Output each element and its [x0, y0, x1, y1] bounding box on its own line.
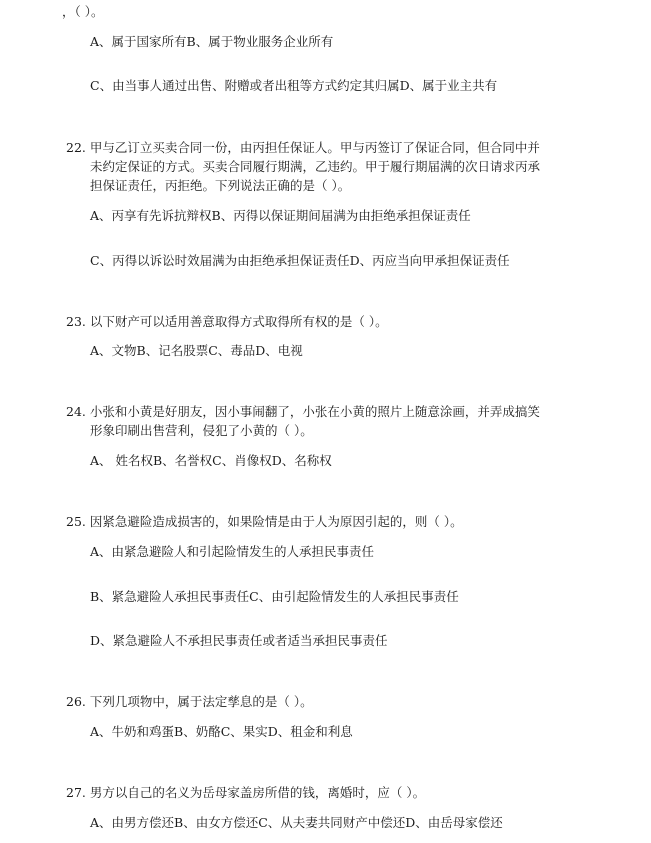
- q25-options-b-c: B、紧急避险人承担民事责任C、由引起险情发生的人承担民事责任: [90, 589, 459, 604]
- q24-options: A、 姓名权B、名誉权C、肖像权D、名称权: [90, 453, 332, 468]
- q21-options-line-1: A、属于国家所有B、属于物业服务企业所有: [90, 34, 334, 49]
- q25-option-d: D、紧急避险人不承担民事责任或者适当承担民事责任: [90, 633, 388, 648]
- q22-stem-line-2: 未约定保证的方式。买卖合同履行期满，乙违约。甲于履行期届满的次日请求丙承: [90, 159, 541, 174]
- question-fragment: ，（ ）。: [62, 4, 104, 19]
- q24-stem-line-2: 形象印刷出售营利，侵犯了小黄的（ ）。: [90, 423, 313, 438]
- q27-stem: 27. 男方以自己的名义为岳母家盖房所借的钱，离婚时，应（ ）。: [66, 785, 426, 800]
- q21-options-line-2: C、由当事人通过出售、附赠或者出租等方式约定其归属D、属于业主共有: [90, 78, 498, 93]
- q24-stem-line-1: 24. 小张和小黄是好朋友，因小事闹翻了，小张在小黄的照片上随意涂画，并弄成搞笑: [66, 404, 540, 419]
- q26-options: A、牛奶和鸡蛋B、奶酪C、果实D、租金和利息: [90, 724, 353, 739]
- q22-stem-line-3: 担保证责任，丙拒绝。下列说法正确的是（ ）。: [90, 178, 351, 193]
- q26-stem: 26. 下列几项物中，属于法定孳息的是（ ）。: [66, 694, 313, 709]
- q25-option-a: A、由紧急避险人和引起险情发生的人承担民事责任: [90, 544, 375, 559]
- q23-options: A、文物B、记名股票C、毒品D、电视: [90, 343, 303, 358]
- q22-options-line-2: C、丙得以诉讼时效届满为由拒绝承担保证责任D、丙应当向甲承担保证责任: [90, 253, 510, 268]
- q25-stem: 25. 因紧急避险造成损害的，如果险情是由于人为原因引起的，则（ ）。: [66, 514, 463, 529]
- q23-stem: 23. 以下财产可以适用善意取得方式取得所有权的是（ ）。: [66, 314, 388, 329]
- q22-stem-line-1: 22. 甲与乙订立买卖合同一份，由丙担任保证人。甲与丙签订了保证合同，但合同中并: [66, 140, 540, 155]
- q27-options: A、由男方偿还B、由女方偿还C、从夫妻共同财产中偿还D、由岳母家偿还: [90, 815, 503, 830]
- q22-options-line-1: A、丙享有先诉抗辩权B、丙得以保证期间届满为由拒绝承担保证责任: [90, 208, 471, 223]
